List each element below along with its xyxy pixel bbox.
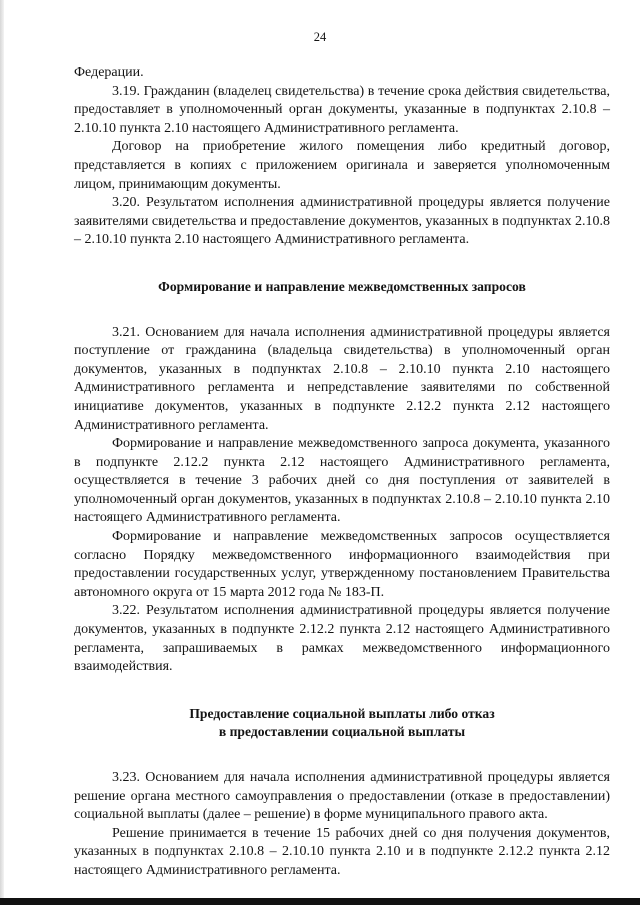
- section-heading-interagency-requests: Формирование и направление межведомственных запросов: [158, 278, 526, 294]
- paragraph-request-forming: Формирование и направление межведомственного запроса документа, указанного в подпункте 2.12.2 пункта 2.12 настоящего Административного регламента, осуществляется в течение 3 рабочих дней со дня поступления от заявителей в уполномоченный орган документов, указанных в подпунктах 2.10.8 – 2.10.10 пункта 2.10 настоящего Административного регламента.: [74, 436, 610, 526]
- document-body: [74, 64, 610, 881]
- paragraph-contract: Договор на приобретение жилого помещения либо кредитный договор, представляется в копиях с приложением оригинала и заверяется уполномоченным лицом, принимающим документы.: [74, 139, 610, 192]
- page-number: 24: [313, 30, 327, 44]
- paragraph-request-procedure: Формирование и направление межведомственных запросов осуществляется согласно Порядку межведомственного информационного взаимодействия при предоставлении государственных услуг, утвержденному постановлением Правительства автономного округа от 15 марта 2012 года № 183-П.: [74, 529, 610, 600]
- paragraph-continuation: Федерации.: [74, 65, 144, 80]
- paragraph-3-19: 3.19. Гражданин (владелец свидетельства) в течение срока действия свидетельства, предоставляет в уполномоченный орган документы, указанные в подпунктах 2.10.8 – 2.10.10 пункта 2.10 настоящего Административного регламента.: [74, 83, 610, 136]
- section-heading-social-payment-line1: Предоставление социальной выплаты либо отказ: [189, 705, 495, 721]
- paragraph-decision-term: Решение принимается в течение 15 рабочих дней со дня получения документов, указанных в подпунктах 2.10.8 – 2.10.10 пункта 2.10 и в подпункте 2.12.2 пункта 2.12 настоящего Административного регламента.: [74, 825, 610, 878]
- paragraph-3-20: 3.20. Результатом исполнения административной процедуры является получение заявителями свидетельства и предоставление документов, указанных в подпунктах 2.10.8 – 2.10.10 пункта 2.10 настоящего Административного регламента.: [74, 195, 610, 248]
- paragraph-3-21: 3.21. Основанием для начала исполнения административной процедуры является поступление от гражданина (владельца свидетельства) в уполномоченный орган документов, указанных в подпунктах 2.10.8 – 2.10.10 пункта 2.10 настоящего Административного регламента и непредставление заявителями по собственной инициативе документов, указанных в подпункте 2.12.2 пункта 2.12 настоящего Административного регламента.: [74, 324, 610, 433]
- section-heading-social-payment-line2: в предоставлении социальной выплаты: [218, 724, 466, 740]
- scan-bottom-edge: [0, 898, 640, 905]
- paragraph-3-23: 3.23. Основанием для начала исполнения административной процедуры является решение органа местного самоуправления о предоставлении (отказе в предоставлении) социальной выплаты (далее – решение) в форме муниципального правого акта.: [74, 770, 610, 823]
- paragraph-3-22: 3.22. Результатом исполнения административной процедуры является получение документов, указанных в подпункте 2.12.2 пункта 2.12 настоящего Административного регламента, запрашиваемых в рамках межведомственного информационного взаимодействия.: [74, 603, 610, 675]
- scan-left-edge: [0, 0, 4, 905]
